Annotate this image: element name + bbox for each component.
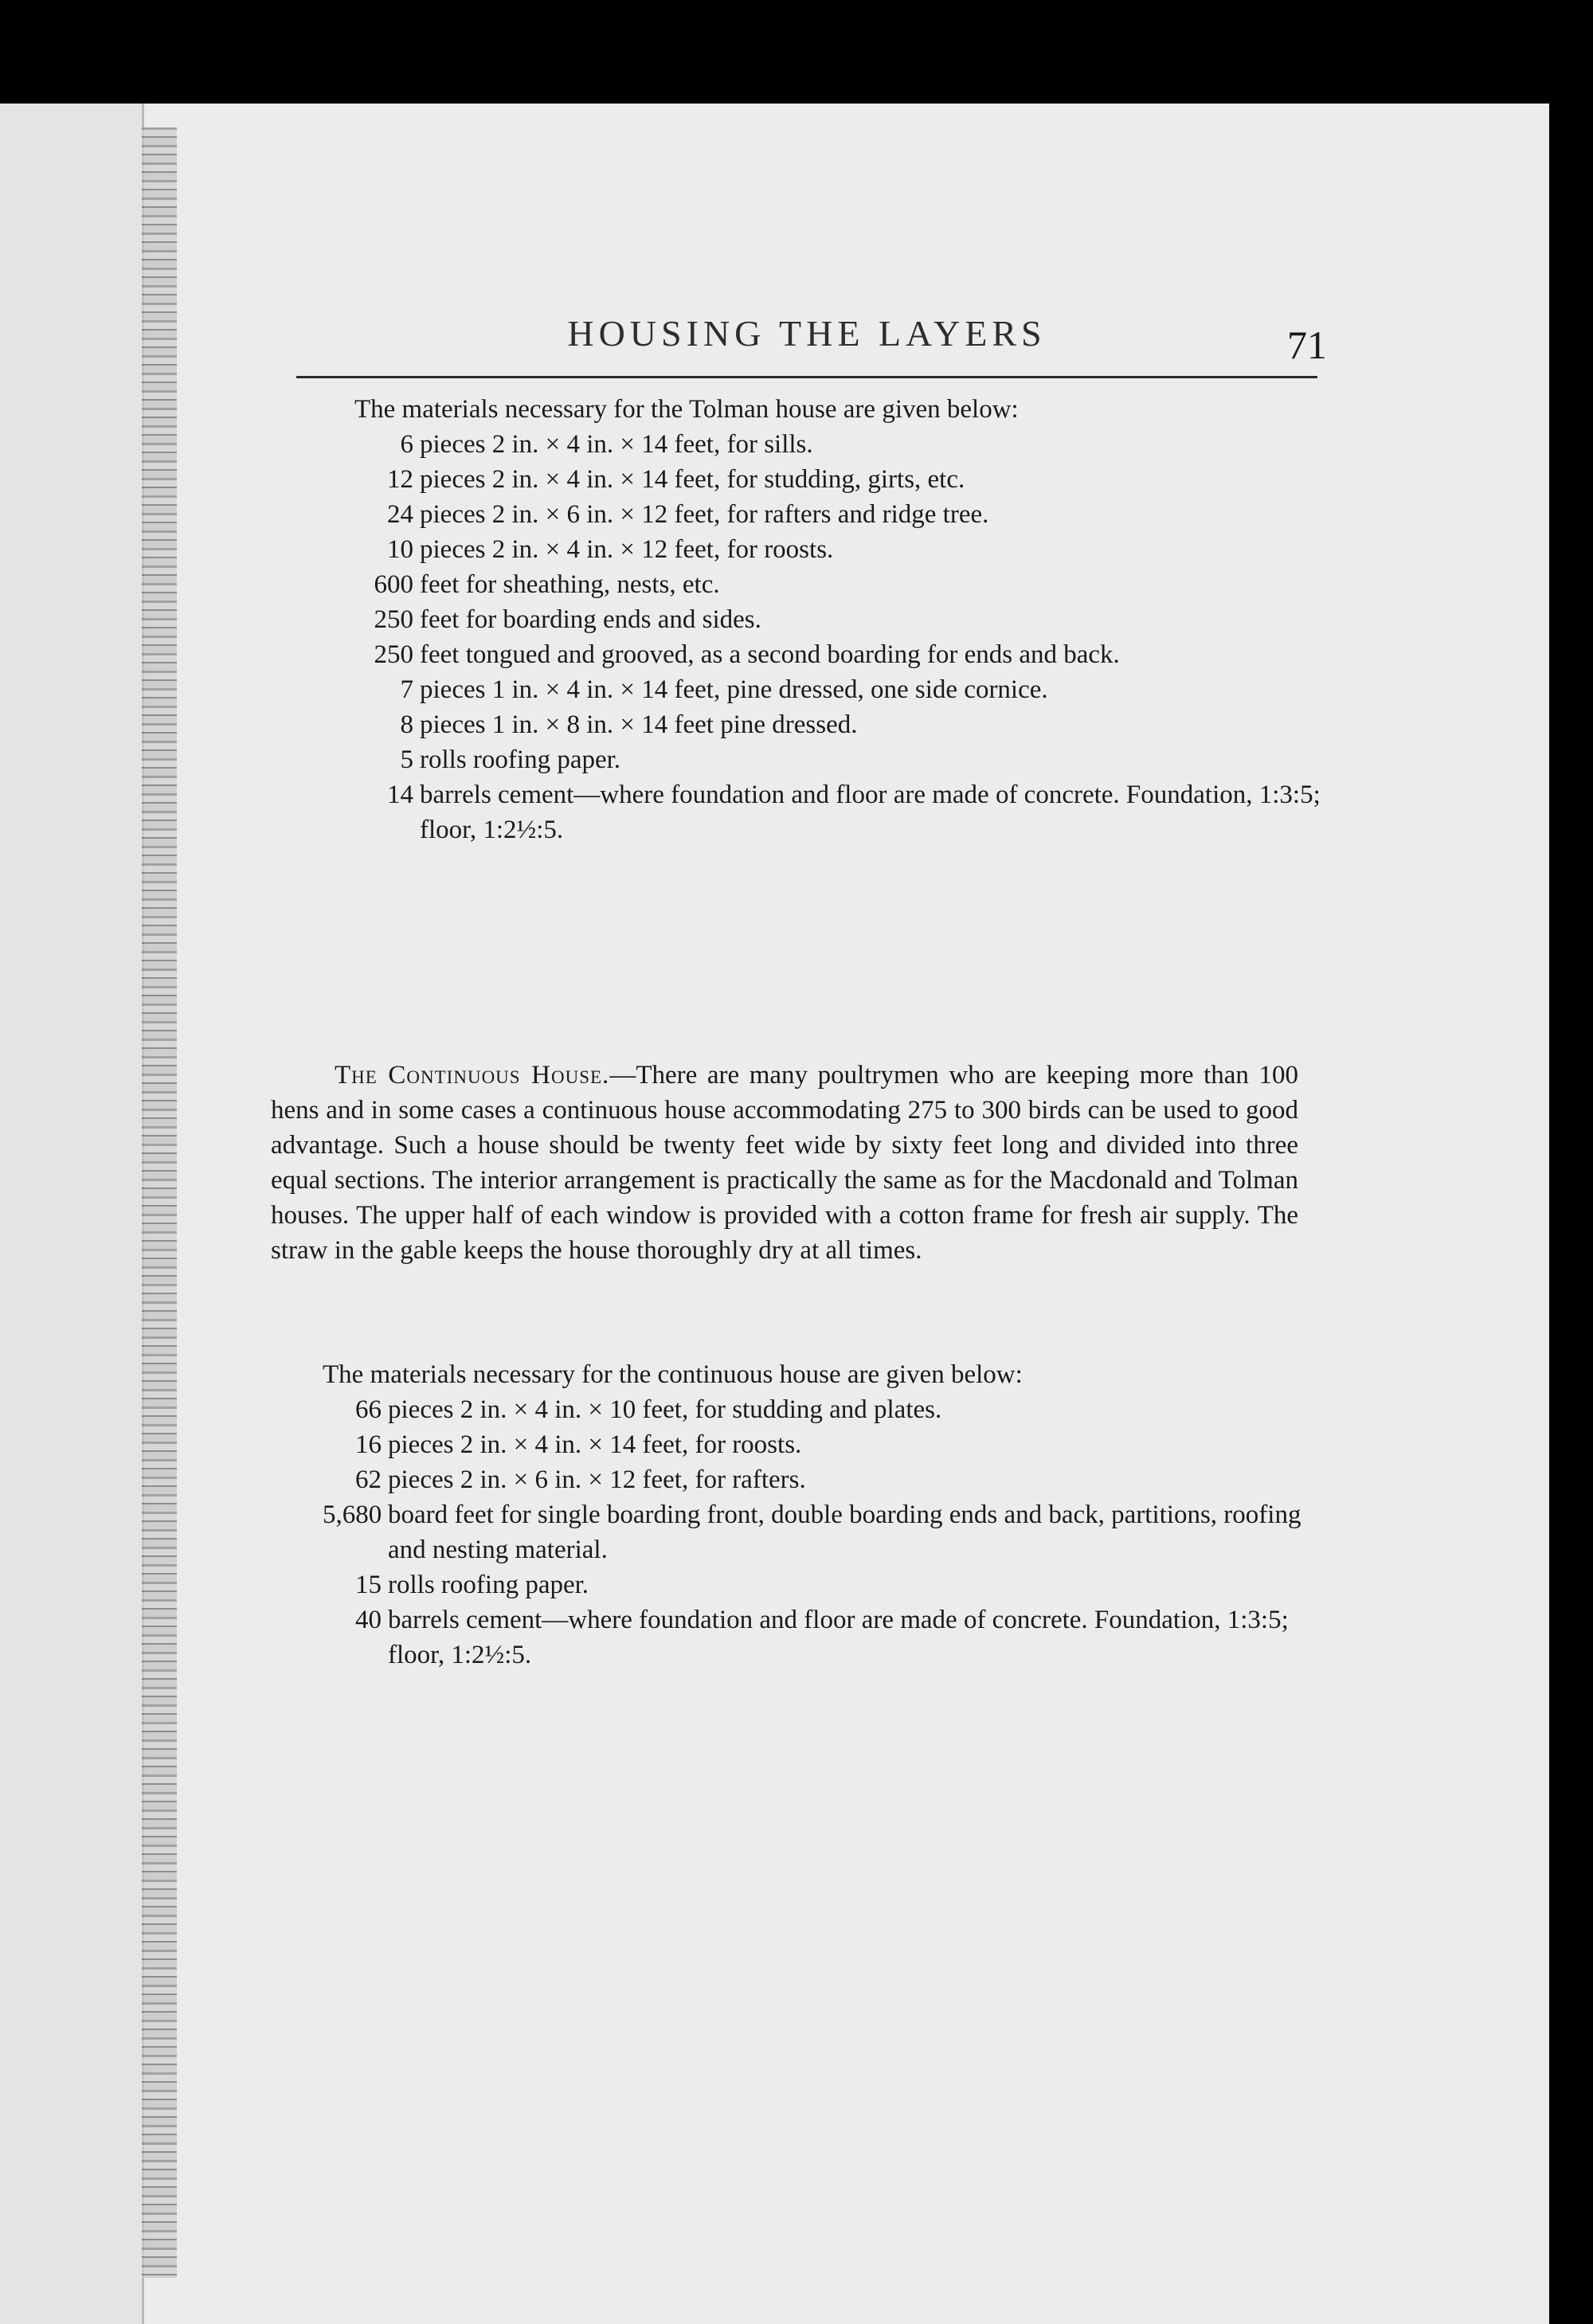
item-text: pieces 2 in. × 6 in. × 12 feet, for rafters and ridge tree. xyxy=(420,500,989,529)
list-item xyxy=(354,777,1342,847)
item-quantity: 250 xyxy=(374,640,413,669)
item-quantity: 12 xyxy=(387,465,413,494)
list-item xyxy=(354,532,1342,567)
item-text: feet for sheathing, nests, etc. xyxy=(420,570,720,599)
item-quantity: 5,680 xyxy=(323,1500,382,1529)
page-header xyxy=(296,312,1327,378)
list-item xyxy=(354,497,1342,532)
list-item xyxy=(323,1427,1310,1462)
item-quantity: 8 xyxy=(400,710,413,739)
item-quantity: 24 xyxy=(387,500,413,529)
item-quantity: 16 xyxy=(355,1430,382,1459)
list-item xyxy=(323,1567,1310,1602)
continuous-intro: The materials necessary for the continuous house are given below: xyxy=(323,1360,1023,1389)
item-quantity: 5 xyxy=(400,745,413,774)
item-text: board feet for single boarding front, double boarding ends and back, partitions, roofing and nesting material. xyxy=(388,1500,1301,1564)
item-text: pieces 2 in. × 4 in. × 10 feet, for studding and plates. xyxy=(388,1395,942,1424)
item-quantity: 66 xyxy=(355,1395,382,1424)
item-text: pieces 2 in. × 6 in. × 12 feet, for rafters. xyxy=(388,1465,806,1494)
continuous-materials-section xyxy=(323,1357,1326,1669)
tolman-intro: The materials necessary for the Tolman house are given below: xyxy=(354,395,1019,424)
book-binding xyxy=(142,127,177,2278)
item-quantity: 15 xyxy=(355,1571,382,1599)
item-quantity: 10 xyxy=(387,535,413,564)
item-text: feet for boarding ends and sides. xyxy=(420,605,761,634)
item-quantity: 6 xyxy=(400,430,413,459)
item-text: pieces 2 in. × 4 in. × 14 feet, for roosts. xyxy=(388,1430,802,1459)
item-quantity: 600 xyxy=(374,570,413,599)
section-heading: The Continuous House. xyxy=(335,1061,610,1090)
list-item xyxy=(354,462,1342,497)
paragraph-body: —There are many poultrymen who are keeping more than 100 hens and in some cases a continuous house accommodating 275 to 300 birds can be used to good advantage. Such a house should be twenty feet wide by sixty feet long and divided into three equal sections. The interior arrangement is practically the same as for the Macdonald and Tolman houses. The upper half of each window is provided with a cotton frame for fresh air supply. The straw in the gable keeps the house thoroughly dry at all times. xyxy=(271,1061,1298,1265)
book-page xyxy=(0,104,1549,2324)
continuous-materials-list xyxy=(323,1392,1310,1673)
item-quantity: 14 xyxy=(387,781,413,809)
item-quantity: 62 xyxy=(355,1465,382,1494)
item-text: pieces 2 in. × 4 in. × 12 feet, for roosts. xyxy=(420,535,834,564)
list-item xyxy=(323,1392,1310,1427)
item-text: barrels cement—where foundation and floor are made of concrete. Foundation, 1:3:5; floor, 1:2½:5. xyxy=(388,1606,1289,1669)
previous-page-edge xyxy=(0,104,144,2324)
item-quantity: 250 xyxy=(374,605,413,634)
list-item xyxy=(323,1602,1310,1673)
list-item xyxy=(354,602,1342,637)
list-item xyxy=(354,672,1342,707)
item-text: pieces 2 in. × 4 in. × 14 feet, for studding, girts, etc. xyxy=(420,465,965,494)
page-number: 71 xyxy=(1287,323,1327,367)
list-item xyxy=(323,1462,1310,1497)
item-text: pieces 1 in. × 8 in. × 14 feet pine dressed. xyxy=(420,710,858,739)
list-item xyxy=(354,707,1342,742)
item-quantity: 40 xyxy=(355,1606,382,1634)
item-text: pieces 2 in. × 4 in. × 14 feet, for sills. xyxy=(420,430,813,459)
tolman-materials-section xyxy=(354,392,1342,844)
running-head: HOUSING THE LAYERS xyxy=(567,313,1047,354)
continuous-house-paragraph xyxy=(271,1058,1298,1268)
list-item xyxy=(354,567,1342,602)
list-item xyxy=(323,1497,1310,1567)
item-text: barrels cement—where foundation and floor are made of concrete. Foundation, 1:3:5; floor, 1:2½:5. xyxy=(420,781,1321,844)
item-text: feet tongued and grooved, as a second boarding for ends and back. xyxy=(420,640,1120,669)
item-text: rolls roofing paper. xyxy=(388,1571,589,1599)
list-item xyxy=(354,427,1342,462)
item-text: pieces 1 in. × 4 in. × 14 feet, pine dressed, one side cornice. xyxy=(420,675,1048,704)
item-text: rolls roofing paper. xyxy=(420,745,621,774)
item-quantity: 7 xyxy=(400,675,413,704)
list-item xyxy=(354,742,1342,777)
tolman-materials-list xyxy=(354,427,1342,847)
list-item xyxy=(354,637,1342,672)
